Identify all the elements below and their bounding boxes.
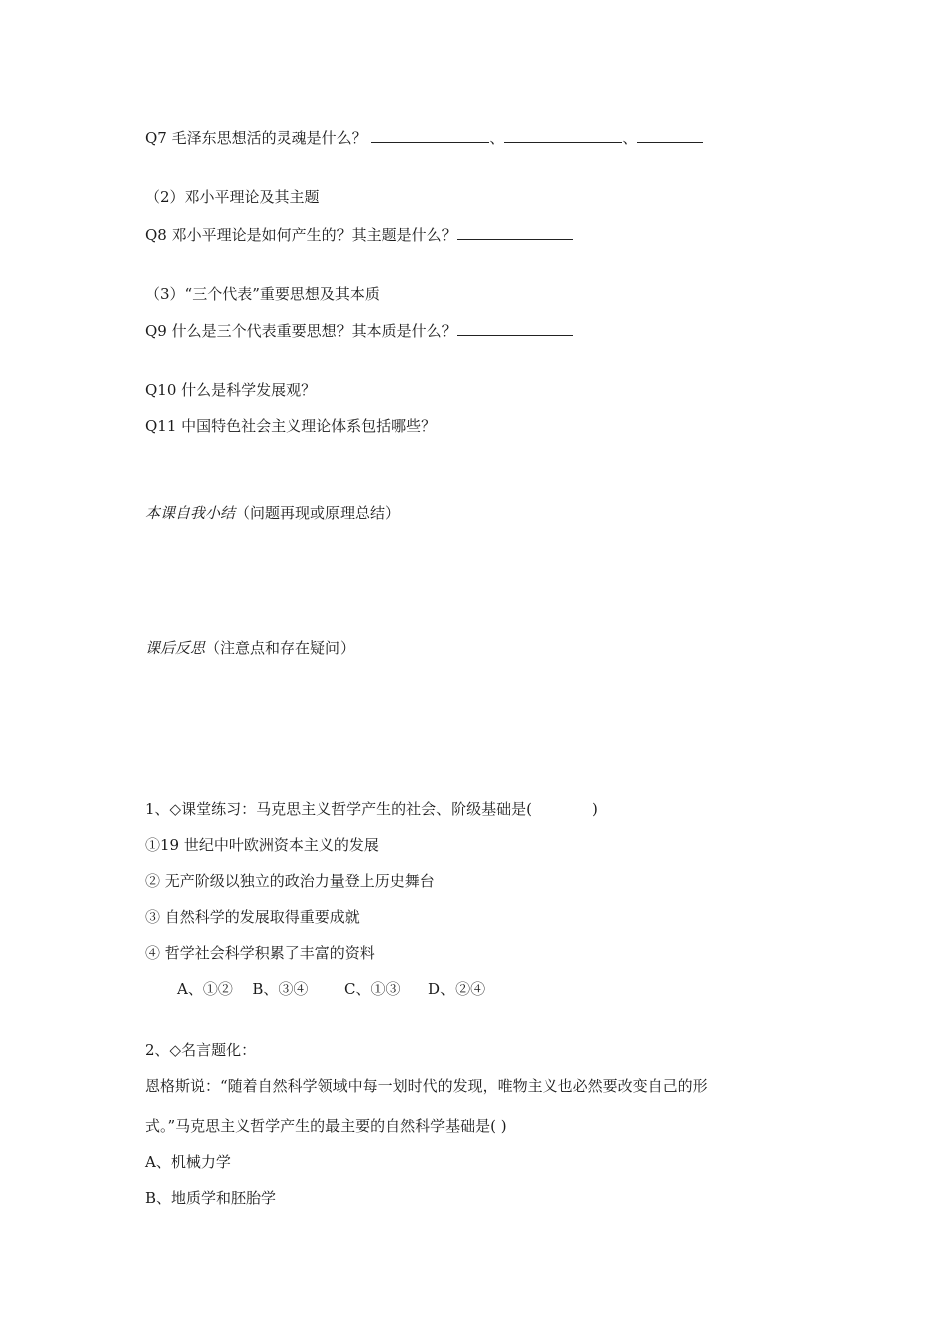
ex2-option-a[interactable]: A、机械力学 [145, 1153, 231, 1171]
ex2-quote-line-2: 式。”马克思主义哲学产生的最主要的自然科学基础是( ) [145, 1117, 507, 1135]
ex1-option-b[interactable]: B、③④ [252, 980, 309, 998]
ex1-stem-text: 1、◇课堂练习：马克思主义哲学产生的社会、阶级基础是( [145, 800, 532, 818]
self-summary-heading [145, 503, 400, 523]
q7-separator-1: 、 [489, 129, 505, 147]
q8-blank[interactable] [457, 225, 573, 240]
summary-note: （问题再现或原理总结） [235, 504, 401, 522]
ex1-options [177, 979, 485, 999]
question-q10: Q10 什么是科学发展观？ [145, 381, 317, 399]
ex1-item-1: ①19 世纪中叶欧洲资本主义的发展 [145, 836, 379, 854]
section-2-title: （2）邓小平理论及其主题 [145, 188, 320, 206]
q7-blank-1[interactable] [371, 128, 489, 143]
q9-blank[interactable] [457, 321, 573, 336]
ex1-option-d[interactable]: D、②④ [428, 980, 486, 998]
q7-text: Q7 毛泽东思想活的灵魂是什么？ [145, 129, 367, 147]
section-3-title: （3）“三个代表”重要思想及其本质 [145, 285, 380, 303]
reflection-heading [145, 638, 355, 658]
ex1-item-3: ③ 自然科学的发展取得重要成就 [145, 908, 360, 926]
question-q8 [145, 225, 573, 245]
reflection-label: 课后反思 [145, 639, 206, 657]
reflection-note: （注意点和存在疑问） [205, 639, 356, 657]
question-q9 [145, 321, 573, 341]
exercise-2-title: 2、◇名言题化： [145, 1041, 257, 1059]
ex1-item-4: ④ 哲学社会科学积累了丰富的资料 [145, 944, 375, 962]
q7-separator-2: 、 [622, 129, 638, 147]
ex1-option-a[interactable]: A、①② [177, 980, 233, 998]
ex2-option-b[interactable]: B、地质学和胚胎学 [145, 1189, 277, 1207]
ex1-option-c[interactable]: C、①③ [344, 980, 401, 998]
ex1-stem-close: ) [591, 800, 598, 818]
q7-blank-3[interactable] [637, 128, 703, 143]
exercise-1-stem [145, 799, 598, 819]
q8-text: Q8 邓小平理论是如何产生的？其主题是什么？ [145, 226, 457, 244]
question-q7 [145, 128, 703, 148]
q7-blank-2[interactable] [504, 128, 622, 143]
question-q11: Q11 中国特色社会主义理论体系包括哪些？ [145, 417, 437, 435]
summary-label: 本课自我小结 [145, 504, 236, 522]
ex1-item-2: ② 无产阶级以独立的政治力量登上历史舞台 [145, 872, 435, 890]
ex2-quote-line-1: 恩格斯说：“随着自然科学领域中每一划时代的发现，唯物主义也必然要改变自己的形 [145, 1077, 708, 1095]
q9-text: Q9 什么是三个代表重要思想？其本质是什么？ [145, 322, 457, 340]
